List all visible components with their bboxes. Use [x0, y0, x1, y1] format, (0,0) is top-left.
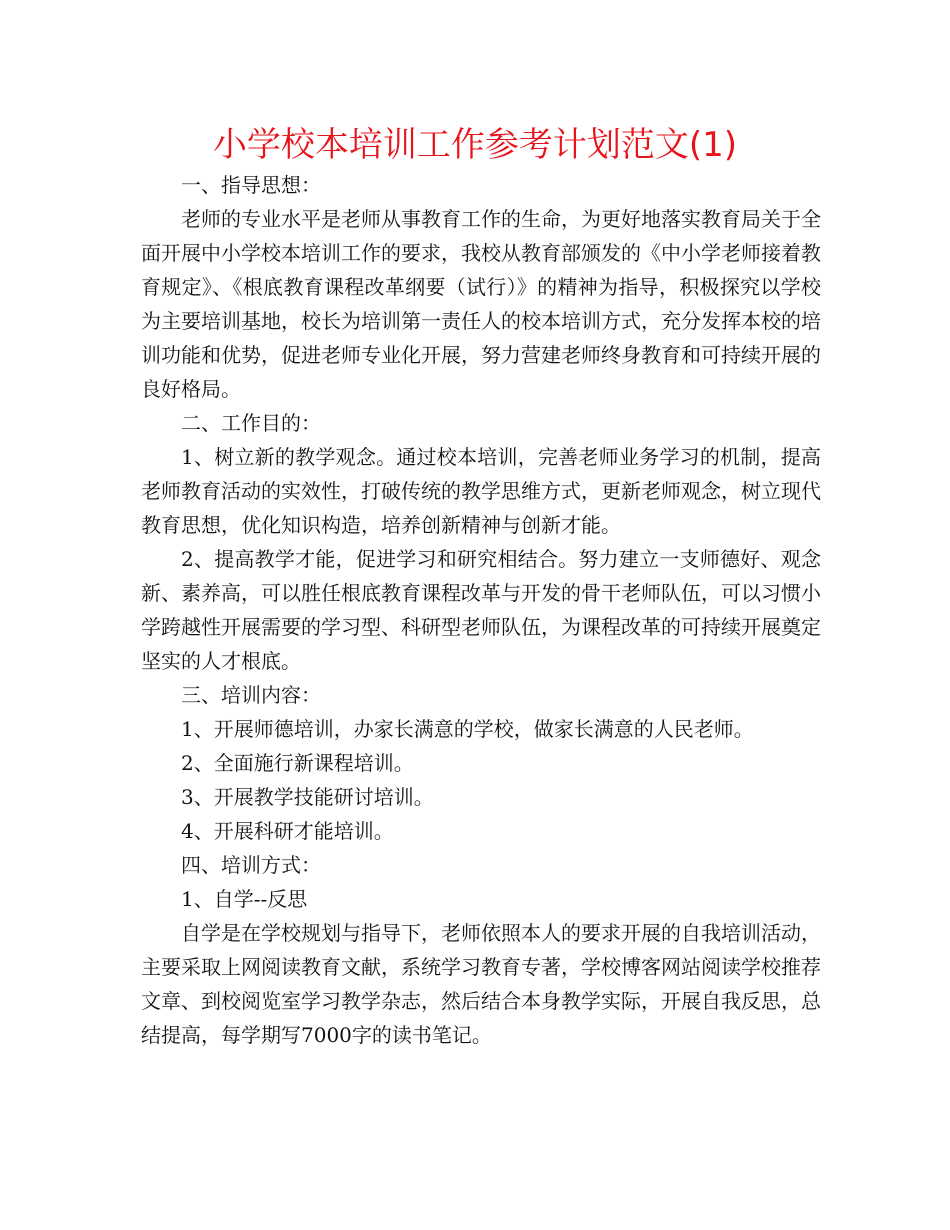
paragraph-guiding-ideology: 老师的专业水平是老师从事教育工作的生命，为更好地落实教育局关于全面开展中小学校本培训工作的要求，我校从教育部颁发的《中小学老师接着教育规定》、《根底教育课程改革纲要（试行）》的精神为指导，积极探究以学校为主要培训基地，校长为培训第一责任人的校本培训方式，充分发挥本校的培训功能和优势，促进老师专业化开展，努力营建老师终身教育和可持续开展的良好格局。 — [141, 207, 821, 401]
paragraph-self-study: 自学是在学校规划与指导下，老师依照本人的要求开展的自我培训活动，主要采取上网阅读教育文献，系统学习教育专著，学校博客网站阅读学校推荐文章、到校阅览室学习教学杂志，然后结合本身教学实际，开展自我反思，总结提高，每学期写7000字的读书笔记。 — [141, 921, 821, 1047]
paragraph-goal-2: 2、提高教学才能，促进学习和研究相结合。努力建立一支师德好、观念新、素养高，可以胜任根底教育课程改革与开发的骨干老师队伍，可以习惯小学跨越性开展需要的学习型、科研型老师队伍，为课程改革的可持续开展奠定坚实的人才根底。 — [141, 547, 821, 673]
paragraph-goal-1: 1、树立新的教学观念。通过校本培训，完善老师业务学习的机制，提高老师教育活动的实效性，打破传统的教学思维方式，更新老师观念，树立现代教育思想，优化知识构造，培养创新精神与创新才能。 — [141, 445, 821, 537]
heading-training-content: 三、培训内容： — [181, 683, 321, 707]
heading-training-methods: 四、培训方式： — [181, 853, 321, 877]
document-title: 小学校本培训工作参考计划范文(1) — [212, 125, 738, 165]
document-body — [141, 168, 821, 1052]
list-item-content-3: 3、开展教学技能研讨培训。 — [181, 785, 434, 809]
list-item-content-1: 1、开展师德培训，办家长满意的学校，做家长满意的人民老师。 — [181, 717, 754, 741]
subheading-self-study: 1、自学--反思 — [181, 887, 308, 911]
heading-guiding-ideology: 一、指导思想： — [181, 173, 321, 197]
list-item-content-2: 2、全面施行新课程培训。 — [181, 751, 414, 775]
list-item-content-4: 4、开展科研才能培训。 — [181, 819, 394, 843]
heading-work-goals: 二、工作目的： — [181, 411, 321, 435]
